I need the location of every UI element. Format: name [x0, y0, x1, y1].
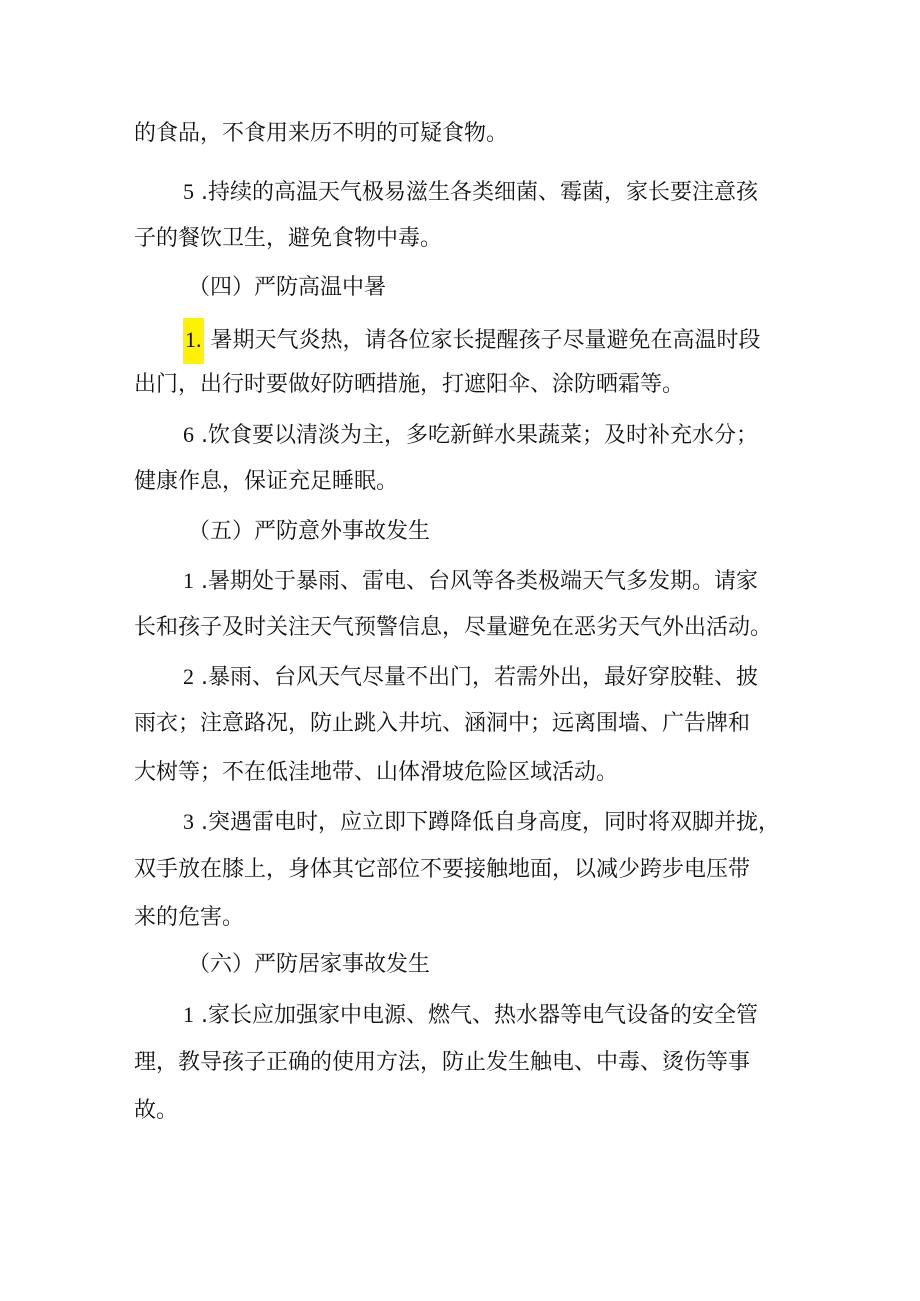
item-number: 3: [183, 809, 194, 834]
list-item-6-1: [183, 995, 758, 1035]
heading-text: （四）严防高温中暑: [188, 275, 387, 300]
text-line: .家长应加强家中电源、燃气、热水器等电气设备的安全管: [201, 1003, 758, 1028]
paragraph-line: [134, 365, 684, 405]
paragraph-line: [134, 898, 244, 938]
list-item-5-2: [183, 657, 758, 697]
paragraph-line: [134, 608, 772, 648]
item-number: 2: [183, 664, 194, 689]
heading-text: （六）严防居家事故发生: [188, 952, 431, 977]
text-line: 故。: [134, 1098, 179, 1123]
text-line: 的食品，不食用来历不明的可疑食物。: [134, 121, 509, 146]
text-line: 出门，出行时要做好防晒措施，打遮阳伞、涂防晒霜等。: [134, 372, 685, 397]
text-line: .暑期处于暴雨、雷电、台风等各类极端天气多发期。请家: [201, 569, 758, 594]
paragraph-line: [134, 462, 398, 502]
paragraph-line: [134, 114, 508, 154]
text-line: .突遇雷电时，应立即下蹲降低自身高度，同时将双脚并拢，: [201, 810, 780, 835]
text-line: .持续的高温天气极易滋生各类细菌、霉菌，家长要注意孩: [201, 180, 758, 205]
paragraph-line: [134, 753, 618, 793]
item-number: 6: [183, 422, 194, 447]
heading-text: （五）严防意外事故发生: [188, 519, 431, 544]
section-heading-5: [188, 512, 430, 552]
paragraph-line: [134, 704, 750, 744]
text-line: 暑期天气炎热，请各位家长提醒孩子尽量避免在高温时段: [210, 328, 761, 353]
text-line: 来的危害。: [134, 905, 245, 930]
item-number: 1: [183, 1002, 194, 1027]
list-item-4-1: [183, 318, 761, 358]
text-line: 理，教导孩子正确的使用方法，防止发生触电、中毒、烫伤等事: [134, 1050, 751, 1075]
paragraph-line: [134, 850, 750, 890]
highlighted-item-number: 1.: [183, 318, 204, 364]
text-line: 长和孩子及时关注天气预警信息，尽量避免在恶劣天气外出活动。: [134, 615, 773, 640]
list-item-5: [183, 172, 758, 212]
text-line: 双手放在膝上，身体其它部位不要接触地面，以减少跨步电压带: [134, 857, 751, 882]
list-item-5-1: [183, 561, 758, 601]
text-line: 子的餐饮卫生，避免食物中毒。: [134, 226, 443, 251]
text-line: 大树等；不在低洼地带、山体滑坡危险区域活动。: [134, 760, 619, 785]
item-number: 5: [183, 179, 194, 204]
paragraph-line: [134, 1043, 750, 1083]
text-line: 健康作息，保证充足睡眠。: [134, 469, 399, 494]
list-item-6: [183, 415, 758, 455]
text-line: .饮食要以清淡为主，多吃新鲜水果蔬菜；及时补充水分；: [201, 423, 758, 448]
paragraph-line: [134, 219, 442, 259]
paragraph-line: [134, 1091, 178, 1131]
section-heading-4: [188, 268, 386, 308]
text-line: 雨衣；注意路况，防止跳入井坑、涵洞中；远离围墙、广告牌和: [134, 711, 751, 736]
item-number: 1: [183, 568, 194, 593]
text-line: .暴雨、台风天气尽量不出门，若需外出，最好穿胶鞋、披: [201, 665, 758, 690]
section-heading-6: [188, 945, 430, 985]
list-item-5-3: [183, 802, 780, 842]
